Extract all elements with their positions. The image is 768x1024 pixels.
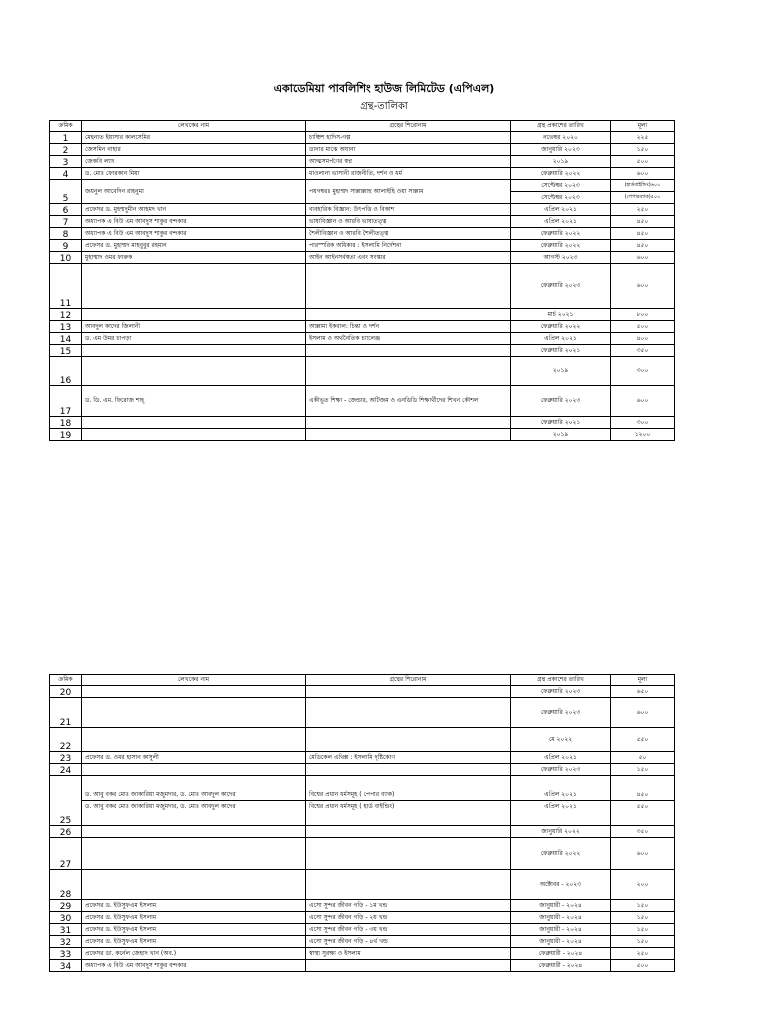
row-date: ২০১৯ — [511, 357, 611, 386]
row-author: মুহাম্মাদ ওমর ফারুক — [82, 252, 306, 264]
row-sn: 26 — [50, 826, 82, 838]
row-book: আল্লামা ইকবাল: চিন্তা ও দর্শন — [306, 321, 511, 333]
table-row — [50, 345, 675, 357]
row-date: আগস্ট ২০২৩ — [511, 252, 611, 264]
row-sn: 33 — [50, 948, 82, 960]
row-book — [306, 698, 511, 728]
row-date: ফেব্রুয়ারি ২০২৩ — [511, 686, 611, 698]
table-row — [50, 936, 675, 948]
row-price: ৬০০ — [611, 838, 675, 870]
row-author: প্রফেসর ড. ওমর হাসান কাসুলী — [82, 752, 306, 764]
table-row — [50, 309, 675, 321]
row-date: ফেব্রুয়ারি ২০২২ — [511, 240, 611, 252]
table-row — [50, 429, 675, 441]
row-sn: 15 — [50, 345, 82, 357]
row-date: ফেব্রুয়ারি ২০২২ — [511, 838, 611, 870]
row-author: ড. মোঃ ফোরকান মিয়া — [82, 168, 306, 180]
table-row — [50, 333, 675, 345]
book-table-2 — [49, 674, 675, 972]
row-price: ৩৫০ — [611, 826, 675, 838]
header-price: মূল্য — [611, 675, 675, 686]
row-date: ফেব্রুয়ারি ২০২৩ — [511, 698, 611, 728]
row-book — [306, 728, 511, 752]
row-book: ডানার মাঝে অযানা — [306, 144, 511, 156]
row-sn: 13 — [50, 321, 82, 333]
row-date: ফেব্রুয়ারি ২০২৩ — [511, 264, 611, 309]
row-sn: 21 — [50, 698, 82, 728]
table-row — [50, 132, 675, 144]
table-row — [50, 204, 675, 216]
row-price: ৫০ — [611, 752, 675, 764]
row-date: ফেব্রুয়ারী - ২০২৪ — [511, 948, 611, 960]
row-price-part: ৪৫০ — [636, 791, 649, 798]
row-price — [611, 180, 675, 204]
row-book — [306, 826, 511, 838]
row-author: প্রফেসর ড. মুহম্মদুমীন আহমদ খান — [82, 204, 306, 216]
table-row — [50, 417, 675, 429]
row-date-part: এপ্রিল ২০২১ — [511, 800, 610, 812]
table-row — [50, 752, 675, 764]
row-book-part: বিশ্বের প্রধান ধর্মসমূহ ( পেপার ব্যাক) — [309, 791, 395, 798]
row-book: ইসলাম ও অর্থনৈতিক চ্যালেঞ্জ — [306, 333, 511, 345]
row-author: অধ্যাপক এ বিউ এম আবদুস শাকুর বন্দকার — [82, 216, 306, 228]
row-author: প্রফেসর ড. মুহাম্মদ মাহবুবুর রহমান — [82, 240, 306, 252]
row-date: ২০১৯ — [511, 156, 611, 168]
row-date: এপ্রিল ২০২১ — [511, 216, 611, 228]
table-row — [50, 264, 675, 309]
row-sn: 1 — [50, 132, 82, 144]
row-date: ফেব্রুয়ারি ২০২৩ — [511, 386, 611, 417]
row-author — [82, 728, 306, 752]
row-sn: 22 — [50, 728, 82, 752]
row-price: ৪৫০ — [611, 216, 675, 228]
table-row — [50, 144, 675, 156]
table-row — [50, 240, 675, 252]
row-date: ফেব্রুয়ারি ২০২১ — [511, 417, 611, 429]
row-author — [82, 826, 306, 838]
row-sn: 23 — [50, 752, 82, 764]
header-date: গ্রন্থ প্রকাশের তারিখ — [511, 121, 611, 132]
row-author: প্রফেসর ড. ইউসুফএম ইসলাম — [82, 900, 306, 912]
table-row — [50, 924, 675, 936]
row-price-part: ৫৫০ — [611, 800, 674, 812]
row-sn: 2 — [50, 144, 82, 156]
header-book: গ্রন্থের শিরোনাম — [306, 675, 511, 686]
row-book: স্বাস্থ্য সুরক্ষা ও ইসলাম — [306, 948, 511, 960]
row-sn: 6 — [50, 204, 82, 216]
row-book-part: বিশ্বের প্রধান ধর্মসমূহ ( হার্ড বাইন্ডিং) — [306, 800, 510, 812]
table-row — [50, 728, 675, 752]
row-book: ব্যবহারিক বিজ্ঞান: উৎপত্তি ও বিকাশ — [306, 204, 511, 216]
row-author: জয়নুল আবেদিন রাহনুমা — [82, 180, 306, 204]
row-price — [611, 776, 675, 826]
row-price-part: (হার্ডবাইন্ডিং)৬০০ — [624, 182, 661, 188]
row-price: ৬০০ — [611, 698, 675, 728]
row-price: ১৫০ — [611, 764, 675, 776]
row-book: পারস্পরিক অধিকার : ইসলামি নির্দেশনা — [306, 240, 511, 252]
row-price: ৮০০ — [611, 309, 675, 321]
row-price: ২০০ — [611, 870, 675, 900]
row-sn: 14 — [50, 333, 82, 345]
row-author — [82, 698, 306, 728]
row-date: ফেব্রুয়ারি ২০২৩ — [511, 764, 611, 776]
row-sn: 24 — [50, 764, 82, 776]
row-price-part: (পেপারব্যাক)৫০০ — [611, 191, 674, 203]
row-author — [82, 686, 306, 698]
row-author-part: ড. আবু বকর মোঃ জাকারিয়া মজুমদার, ড. মোঃ আবদুল কাদের — [85, 791, 236, 798]
row-author: ড. এম উমর চাপড়া — [82, 333, 306, 345]
row-date-part: সেপ্টেম্বর ২০২৩ — [511, 191, 610, 203]
row-price: ৫৫০ — [611, 728, 675, 752]
header-author: লেখকের নাম — [82, 121, 306, 132]
row-sn: 9 — [50, 240, 82, 252]
row-date: জানুয়ারি ২০২২ — [511, 826, 611, 838]
table-row — [50, 764, 675, 776]
row-author: আবদুল কাদের জিলানী — [82, 321, 306, 333]
row-book: চাঞ্চিশ হাদিস-গল্প — [306, 132, 511, 144]
header-price: মূল্য — [611, 121, 675, 132]
row-book: মাওলানা ভাসানী রাজনীতি, দর্শন ও ধর্ম — [306, 168, 511, 180]
row-author: প্রফেসর ড. ইউসুফএম ইসলাম — [82, 924, 306, 936]
row-sn: 31 — [50, 924, 82, 936]
row-price: ৬০০ — [611, 168, 675, 180]
row-author-part: ড. আবু বকর মোঃ জাকারিয়া মজুমদার, ড. মোঃ আবদুল কাদের — [82, 800, 305, 812]
row-book: আত্মসমর্পণের স্বপ্ন — [306, 156, 511, 168]
row-date: ফেব্রুয়ারি ২০২২ — [511, 321, 611, 333]
table-row — [50, 321, 675, 333]
row-sn: 8 — [50, 228, 82, 240]
row-price: ২৫০ — [611, 204, 675, 216]
row-price: ৬০০ — [611, 264, 675, 309]
row-author: জেসমিন নাহার — [82, 144, 306, 156]
row-book — [306, 776, 511, 826]
row-date: জানুয়ারি ২০২৩ — [511, 144, 611, 156]
row-price: ৪৫০ — [611, 240, 675, 252]
row-price: ২২৫ — [611, 132, 675, 144]
row-price: ৩৫০ — [611, 345, 675, 357]
row-sn: 7 — [50, 216, 82, 228]
row-sn: 12 — [50, 309, 82, 321]
row-sn: 5 — [50, 180, 82, 204]
table-row — [50, 252, 675, 264]
row-price: ১৫০ — [611, 912, 675, 924]
table-row — [50, 156, 675, 168]
row-sn: 16 — [50, 357, 82, 386]
table-row — [50, 960, 675, 972]
row-author — [82, 870, 306, 900]
table-row — [50, 386, 675, 417]
header-author: লেখকের নাম — [82, 675, 306, 686]
row-book — [306, 870, 511, 900]
row-price: ৩০০ — [611, 357, 675, 386]
row-date: এপ্রিল ২০২১ — [511, 333, 611, 345]
row-price: ২৫০ — [611, 948, 675, 960]
row-sn: 25 — [50, 776, 82, 826]
table-row — [50, 912, 675, 924]
header-date: গ্রন্থ প্রকাশের তারিখ — [511, 675, 611, 686]
row-author: জেকবি ল্যাং — [82, 156, 306, 168]
row-book: পয়গম্বরঃ মুহাম্মদ সাল্লাল্লাহু আলাইহি ওয়া সাল্লাম — [306, 180, 511, 204]
row-sn: 29 — [50, 900, 82, 912]
row-sn: 34 — [50, 960, 82, 972]
document-subtitle: গ্রন্থ-তালিকা — [360, 101, 408, 112]
row-price: ১৫০ — [611, 900, 675, 912]
document-title: একাডেমিয়া পাবলিশিং হাউজ লিমিটেড (এপিএল) — [273, 82, 495, 95]
row-price: ৫০০ — [611, 960, 675, 972]
row-date: নভেম্বর ২০২০ — [511, 132, 611, 144]
row-date: জানুয়ারী - ২০২৪ — [511, 936, 611, 948]
row-book: এসো সুন্দর জীবন গড়ি - ২য় খন্ড — [306, 912, 511, 924]
row-price: ৬০০ — [611, 252, 675, 264]
row-author — [82, 345, 306, 357]
row-sn: 28 — [50, 870, 82, 900]
row-book — [306, 838, 511, 870]
row-author: মেহনাত ইয়াসার কালসেমির — [82, 132, 306, 144]
row-book — [306, 417, 511, 429]
row-sn: 30 — [50, 912, 82, 924]
row-date: ফেব্রুয়ারি ২০২২ — [511, 168, 611, 180]
row-book — [306, 264, 511, 309]
row-sn: 17 — [50, 386, 82, 417]
row-price: ৩০০ — [611, 417, 675, 429]
table-row — [50, 698, 675, 728]
row-date: ফেব্রুয়ারী - ২০২৪ — [511, 960, 611, 972]
book-table-1 — [49, 120, 675, 441]
row-book: ভাষাবিজ্ঞান ও আরবি ভাষাতত্ত্ব — [306, 216, 511, 228]
row-date: জানুয়ারী - ২০২৪ — [511, 912, 611, 924]
row-sn: 11 — [50, 264, 82, 309]
row-date-part: সেপ্টেম্বর ২০২৩ — [541, 182, 580, 189]
row-sn: 4 — [50, 168, 82, 180]
row-book — [306, 764, 511, 776]
row-author: প্রফেসর ড. ইউসুফএম ইসলাম — [82, 936, 306, 948]
row-date — [511, 776, 611, 826]
row-date-part: এপ্রিল ২০২১ — [544, 791, 577, 798]
row-sn: 32 — [50, 936, 82, 948]
row-sn: 20 — [50, 686, 82, 698]
table-row — [50, 686, 675, 698]
row-book — [306, 309, 511, 321]
table-row — [50, 776, 675, 826]
row-price: ৫০০ — [611, 156, 675, 168]
table-row — [50, 168, 675, 180]
row-book — [306, 345, 511, 357]
header-sn: ক্রমিক — [50, 675, 82, 686]
row-author — [82, 417, 306, 429]
row-date — [511, 180, 611, 204]
row-book — [306, 429, 511, 441]
row-sn: 27 — [50, 838, 82, 870]
row-price: ১৫০ — [611, 936, 675, 948]
row-date: এপ্রিল ২০২১ — [511, 204, 611, 216]
row-book — [306, 960, 511, 972]
row-author — [82, 357, 306, 386]
row-price: ৬৫০ — [611, 686, 675, 698]
row-date: জানুয়ারী - ২০২৪ — [511, 900, 611, 912]
row-author — [82, 838, 306, 870]
row-book — [306, 686, 511, 698]
row-sn: 18 — [50, 417, 82, 429]
row-date: এপ্রিল ২০২১ — [511, 752, 611, 764]
row-sn: 10 — [50, 252, 82, 264]
table-row — [50, 228, 675, 240]
row-author: অধ্যাপক এ বিউ এম আবদুস শাকুর বন্দকার — [82, 960, 306, 972]
table-header-row — [50, 675, 675, 686]
row-book: মেডিকেল এথিক্স : ইসলামি দৃষ্টিকোণ — [306, 752, 511, 764]
row-author — [82, 764, 306, 776]
row-price: ৫০০ — [611, 321, 675, 333]
row-date: অক্টোবর - ২০২৩ — [511, 870, 611, 900]
table-row — [50, 357, 675, 386]
row-date: ফেব্রুয়ারি ২০২২ — [511, 228, 611, 240]
row-date: মে ২০২২ — [511, 728, 611, 752]
header-book: গ্রন্থের শিরোনাম — [306, 121, 511, 132]
row-price: ১৫০ — [611, 924, 675, 936]
table-row — [50, 216, 675, 228]
table-row — [50, 180, 675, 204]
row-price: ৪০০ — [611, 333, 675, 345]
row-date: ২০১৯ — [511, 429, 611, 441]
row-author — [82, 429, 306, 441]
row-sn: 19 — [50, 429, 82, 441]
row-author: প্রফেসর ডা. কর্নেল জেহাদ খান (অব.) — [82, 948, 306, 960]
row-book: এসো সুন্দর জীবন গড়ি - ১ম খন্ড — [306, 900, 511, 912]
table-row — [50, 900, 675, 912]
row-author: প্রফেসর ড. ইউসুফএম ইসলাম — [82, 912, 306, 924]
table-row — [50, 826, 675, 838]
row-author — [82, 264, 306, 309]
row-book: একীভূত শিক্ষা - জেন্ডার, অটিজম ও এনডিডি শিক্ষার্থীদের শিখন কৌশল — [306, 386, 511, 417]
row-author — [82, 776, 306, 826]
row-price: ১৫০ — [611, 144, 675, 156]
table-row — [50, 870, 675, 900]
row-author: অধ্যাপক এ বিউ এম আবদুস শাকুর বন্দকার — [82, 228, 306, 240]
table-row — [50, 948, 675, 960]
row-date: ফেব্রুয়ারি ২০২১ — [511, 345, 611, 357]
row-date: মার্চ ২০২১ — [511, 309, 611, 321]
table-header-row — [50, 121, 675, 132]
row-book: শৈলীবিজ্ঞান ও আরবি শৈলীতত্ত্ব — [306, 228, 511, 240]
row-author — [82, 309, 306, 321]
row-date: জানুয়ারী - ২০২৪ — [511, 924, 611, 936]
table-row — [50, 838, 675, 870]
row-price: ৪৫০ — [611, 228, 675, 240]
row-book: এসো সুন্দর জীবন গড়ি - ৪র্থ খন্ড — [306, 936, 511, 948]
header-sn: ক্রমিক — [50, 121, 82, 132]
row-price: ৬০০ — [611, 386, 675, 417]
row-author: ড. ডি. এম. ফিরোজ শাহ্ — [82, 386, 306, 417]
row-book — [306, 357, 511, 386]
row-price: ১২০০ — [611, 429, 675, 441]
row-book: আইন আইনসর্বস্বতা এবং সংস্কার — [306, 252, 511, 264]
row-sn: 3 — [50, 156, 82, 168]
row-book: এসো সুন্দর জীবন গড়ি - ৩য় খন্ড — [306, 924, 511, 936]
